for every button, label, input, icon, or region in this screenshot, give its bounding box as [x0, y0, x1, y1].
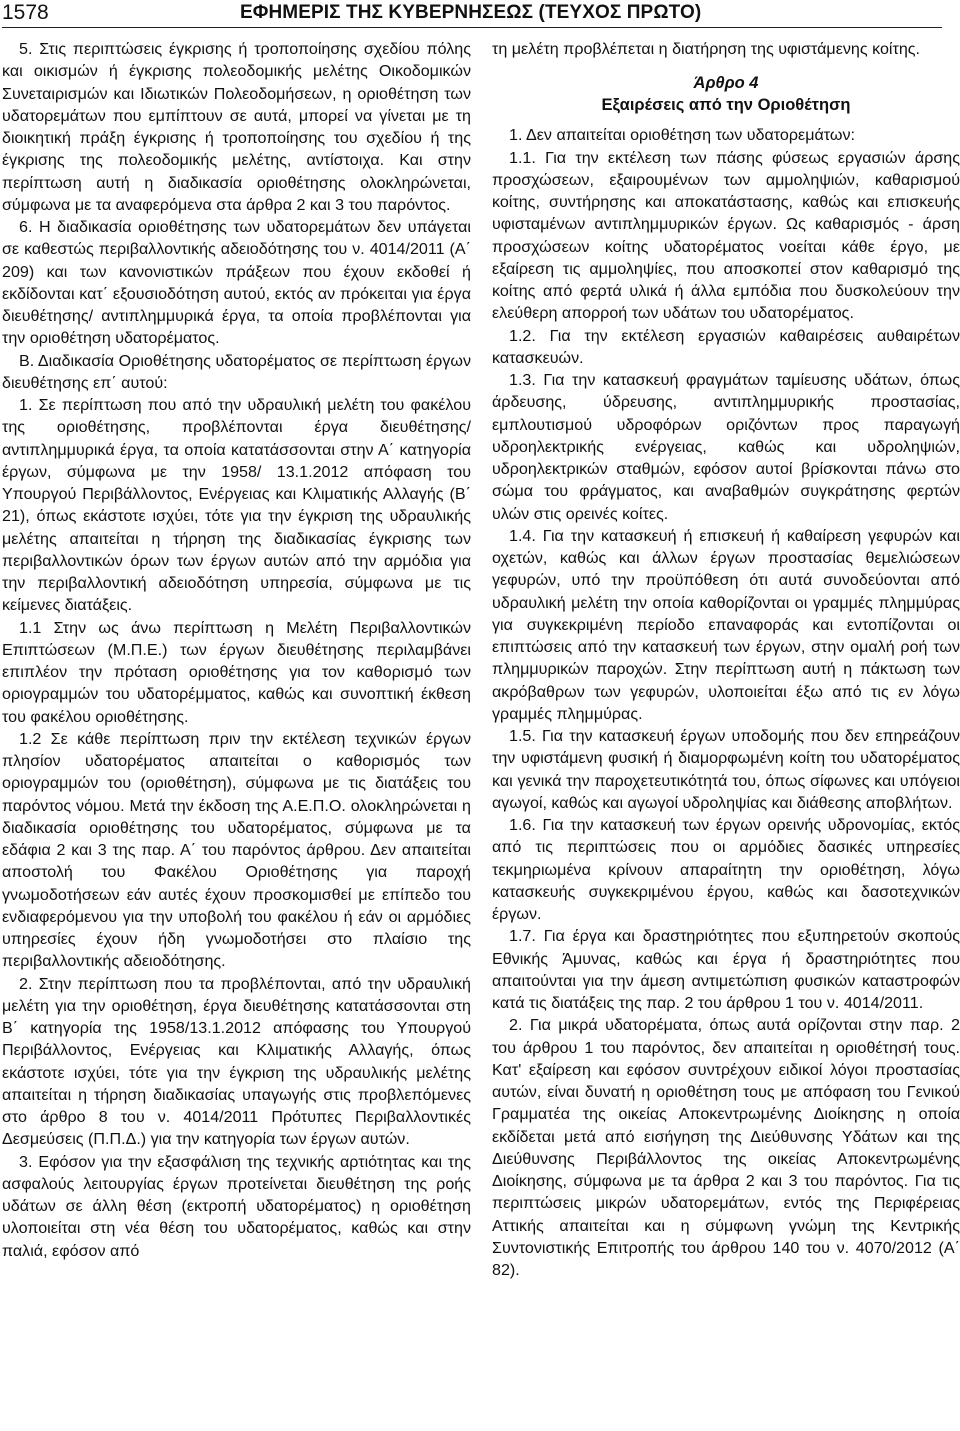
- paragraph: 1. Δεν απαιτείται οριοθέτηση των υδατορεμάτων:: [509, 126, 855, 145]
- paragraph: 1.6. Για την κατασκευή των έργων ορεινής υδρονομίας, εκτός από τις περιπτώσεις που οι αρμόδιες δασικές υπηρεσίες τεκμηριωμένα κρίνουν απαραίτητη την οριοθέτηση, λόγω κατασκευής συγκεκριμένου έργου, καθώς και δασοτεχνικών έργων.: [492, 816, 960, 923]
- paragraph: Β. Διαδικασία Οριοθέτησης υδατορέματος σε περίπτωση έργων διευθέτησης επ΄ αυτού:: [2, 351, 471, 392]
- paragraph: 1.4. Για την κατασκευή ή επισκευή ή καθαίρεση γεφυρών και οχετών, καθώς και άλλων έργων προστασίας θεμελιώσεων γεφυρών, υπό την προϋπόθεση ότι αυτά συνοδεύονται από υδραυλική μελέτη την οποία καθορίζονται οι γραμμές πλημμύρας για συγκεκριμένη περίοδο επαναφοράς και εντοπίζονται οι επιπτώσεις από την κατασκευή των έργων, στην ομαλή ροή των πλημμυρικών παροχών. Στην περίπτωση αυτή η πάκτωση των ακρόβαθρων των γεφυρών, υλοποιείται έξω από τις εν λόγω γραμμές πλημμύρας.: [492, 526, 960, 723]
- page-number: 1578: [2, 1, 49, 24]
- right-column: [492, 38, 960, 1281]
- paragraph: 1.3. Για την κατασκευή φραγμάτων ταμίευσης υδάτων, όπως άρδευσης, ύδρευσης, αντιπλημμυρικής προστασίας, εμπλουτισμού υδροφόρων οριζόντων προς παραγωγή υδροηλεκτρικής ενέργειας, καθώς και υδροληψιών, υδροηλεκτρικών σταθμών, εφόσον αυτοί βρίσκονται πάνω στο σώμα του φράγματος, και αναβαθμών συγκράτησης φερτών υλών στις ορεινές κοίτες.: [492, 371, 960, 523]
- paragraph: 1. Σε περίπτωση που από την υδραυλική μελέτη του φακέλου της οριοθέτησης, προβλέπονται έργα διευθέτησης/ αντιπλημμυρικά έργα, τα οποία κατατάσσονται στην Α΄ κατηγορία έργων, σύμφωνα με την 1958/ 13.1.2012 απόφαση του Υπουργού Περιβάλλοντος, Ενέργειας και Κλιματικής Αλλαγής (Β΄ 21), όπως εκάστοτε ισχύει, τότε για την έγκριση της υδραυλικής μελέτης απαιτείται η τήρηση της διαδικασίας έγκρισης των περιβαλλοντικών όρων των έργων αυτών από την αρμόδια για την περιβαλλοντική αδειοδότηση υπηρεσία, σύμφωνα με τις κείμενες διατάξεις.: [2, 396, 471, 615]
- paragraph: 1.5. Για την κατασκευή έργων υποδομής που δεν επηρεάζουν την υφιστάμενη φυσική ή διαμορφωμένη κοίτη του υδατορέματος και γενικά την παροχετευτικότητά του, όπως σίφωνες και υπόγειοι αγωγοί, καθώς και αγωγοί υδροληψίας και διάθεσης αποβλήτων.: [492, 727, 960, 812]
- journal-title: ΕΦΗΜΕΡΙΣ ΤΗΣ ΚΥΒΕΡΝΗΣΕΩΣ (ΤΕΥΧΟΣ ΠΡΩΤΟ): [240, 2, 702, 23]
- paragraph: 6. Η διαδικασία οριοθέτησης των υδατορεμάτων δεν υπάγεται σε καθεστώς περιβαλλοντικής αδειοδότησης του ν. 4014/2011 (Α΄ 209) και των κανονιστικών πράξεων που έχουν εκδοθεί ή εκδίδονται κατ΄ εξουσιοδότηση αυτού, εκτός αν πρόκειται για έργα διευθέτησης/ αντιπλημμυρικά έργα, τα οποία προβλέπονται για την οριοθέτηση υδατορέματος.: [2, 218, 471, 348]
- continued-paragraph: τη μελέτη προβλέπεται η διατήρηση της υφιστάμενης κοίτης.: [492, 40, 921, 58]
- paragraph: 1.7. Για έργα και δραστηριότητες που εξυπηρετούν σκοπούς Εθνικής Άμυνας, καθώς και έργα ή δραστηριότητες που απαιτούνται για την άμεση αντιμετώπιση φυσικών καταστροφών κατά τις διατάξεις της παρ. 2 του άρθρου 1 του ν. 4014/2011.: [492, 927, 960, 1012]
- paragraph: 1.2 Σε κάθε περίπτωση πριν την εκτέλεση τεχνικών έργων πλησίον υδατορέματος απαιτείται ο καθορισμός των οριογραμμών του (οριοθέτηση), σύμφωνα με τις διατάξεις του παρόντος νόμου. Μετά την έκδοση της Α.Ε.Π.Ο. ολοκληρώνεται η διαδικασία οριοθέτησης του υδατορέματος, σύμφωνα με τα εδάφια 2 και 3 της παρ. Α΄ του παρόντος άρθρου. Δεν απαιτείται αποστολή του Φακέλου Οριοθέτησης για παροχή γνωμοδοτήσεων εάν αυτές έχουν προσκομισθεί με επίπεδο του ενδιαφερόμενου για την υποβολή του φακέλου ή εάν οι αρμόδιες υπηρεσίες έχουν ήδη γνωμοδοτήσει στο πλαίσιο της περιβαλλοντικής αδειοδότησης.: [2, 729, 471, 971]
- paragraph: 5. Στις περιπτώσεις έγκρισης ή τροποποίησης σχεδίου πόλης και οικισμών ή έγκρισης πολεοδομικής μελέτης Οικοδομικών Συνεταιρισμών και Ιδιωτικών Πολεοδομήσεων, η οριοθέτηση των υδατορεμάτων που εμπίπτουν σε αυτά, μπορεί να γίνεται με τη διοικητική πράξη έγκρισης ή τροποποίησης του σχεδίου ή της έγκρισης της πολεοδομικής μελέτης, αντίστοιχα. Και στην περίπτωση αυτή η διαδικασία οριοθέτησης ολοκληρώνεται, σύμφωνα με τα αναφερόμενα στα άρθρα 2 και 3 του παρόντος.: [2, 40, 471, 214]
- article-subtitle: Εξαιρέσεις από την Οριοθέτηση: [601, 96, 851, 115]
- article-title: Άρθρο 4: [693, 74, 759, 93]
- paragraph: 3. Εφόσον για την εξασφάλιση της τεχνικής αρτιότητας και της ασφαλούς λειτουργίας έργων προτείνεται διευθέτηση της ροής υδάτων σε άλλη θέση (εκτροπή υδατορέματος) η οριοθέτηση υλοποιείται στη νέα θέση του υδατορέματος, καθώς και στην παλιά, εφόσον από: [2, 1152, 471, 1260]
- page-header: [2, 0, 942, 28]
- article-heading: [492, 72, 960, 116]
- paragraph: 2. Στην περίπτωση που τα προβλέπονται, από την υδραυλική μελέτη για την οριοθέτηση, έργα διευθέτησης κατατάσσονται στη Β΄ κατηγορία της 1958/13.1.2012 απόφασης του Υπουργού Περιβάλλοντος, Ενέργειας και Κλιματικής Αλλαγής, όπως εκάστοτε ισχύει, τότε για την έγκριση της υδραυλικής μελέτης απαιτείται η τήρηση διαδικασίας υπαγωγής στις προβλεπόμενες στο άρθρο 8 του ν. 4014/2011 Πρότυπες Περιβαλλοντικές Δεσμεύσεις (Π.Π.Δ.) για την κατηγορία των έργων αυτών.: [2, 974, 471, 1149]
- paragraph: 1.1 Στην ως άνω περίπτωση η Μελέτη Περιβαλλοντικών Επιπτώσεων (Μ.Π.Ε.) των έργων διευθέτησης περιλαμβάνει επιπλέον την πρόταση οριοθέτησης για τον καθορισμό των οριογραμμών του υδατορέμματος, καθώς και συνοπτική έκθεση του φακέλου οριοθέτησης.: [2, 618, 471, 726]
- paragraph: 2. Για μικρά υδατορέματα, όπως αυτά ορίζονται στην παρ. 2 του άρθρου 1 του παρόντος, δεν απαιτείται η οριοθέτησή τους. Κατ' εξαίρεση και εφόσον συντρέχουν ειδικοί λόγοι προστασίας αυτών, είναι δυνατή η οριοθέτηση τους με απόφαση του Γενικού Γραμματέα της οικείας Αποκεντρωμένης Διοίκησης η οποία εκδίδεται μετά από εισήγηση της Διεύθυνσης Υδάτων και της Διεύθυνσης Περιβάλλοντος της οικείας Αποκεντρωμένης Διοίκησης, σύμφωνα με τα άρθρα 2 και 3 του παρόντος. Για τις περιπτώσεις μικρών υδατορεμάτων, εντός της Περιφέρειας Αττικής απαιτείται και η σύμφωνη γνώμη της Κεντρικής Συντονιστικής Επιτροπής του άρθρου 140 του ν. 4070/2012 (Α΄ 82).: [492, 1016, 960, 1279]
- paragraph: 1.1. Για την εκτέλεση των πάσης φύσεως εργασιών άρσης προσχώσεων, εξαιρουμένων των αμμοληψιών, καθαρισμού κοίτης, συντήρησης και αποκατάστασης, καθώς και επισκευής υφισταμένων αντιπλημμυρικών έργων. Ως καθαρισμός - άρση προσχώσεων κοίτης υδατορέματος νοείται κάθε έργο, με εξαίρεση τις αμμοληψίες, που αποσκοπεί στον καθαρισμό της κοίτης από φερτά υλικά ή άλλα εμπόδια που δυσκολεύουν την ελεύθερη απορροή των υδάτων του υδατορέματος.: [492, 148, 960, 323]
- paragraph: 1.2. Για την εκτέλεση εργασιών καθαιρέσεις αυθαιρέτων κατασκευών.: [492, 326, 960, 367]
- left-column: [2, 38, 471, 1262]
